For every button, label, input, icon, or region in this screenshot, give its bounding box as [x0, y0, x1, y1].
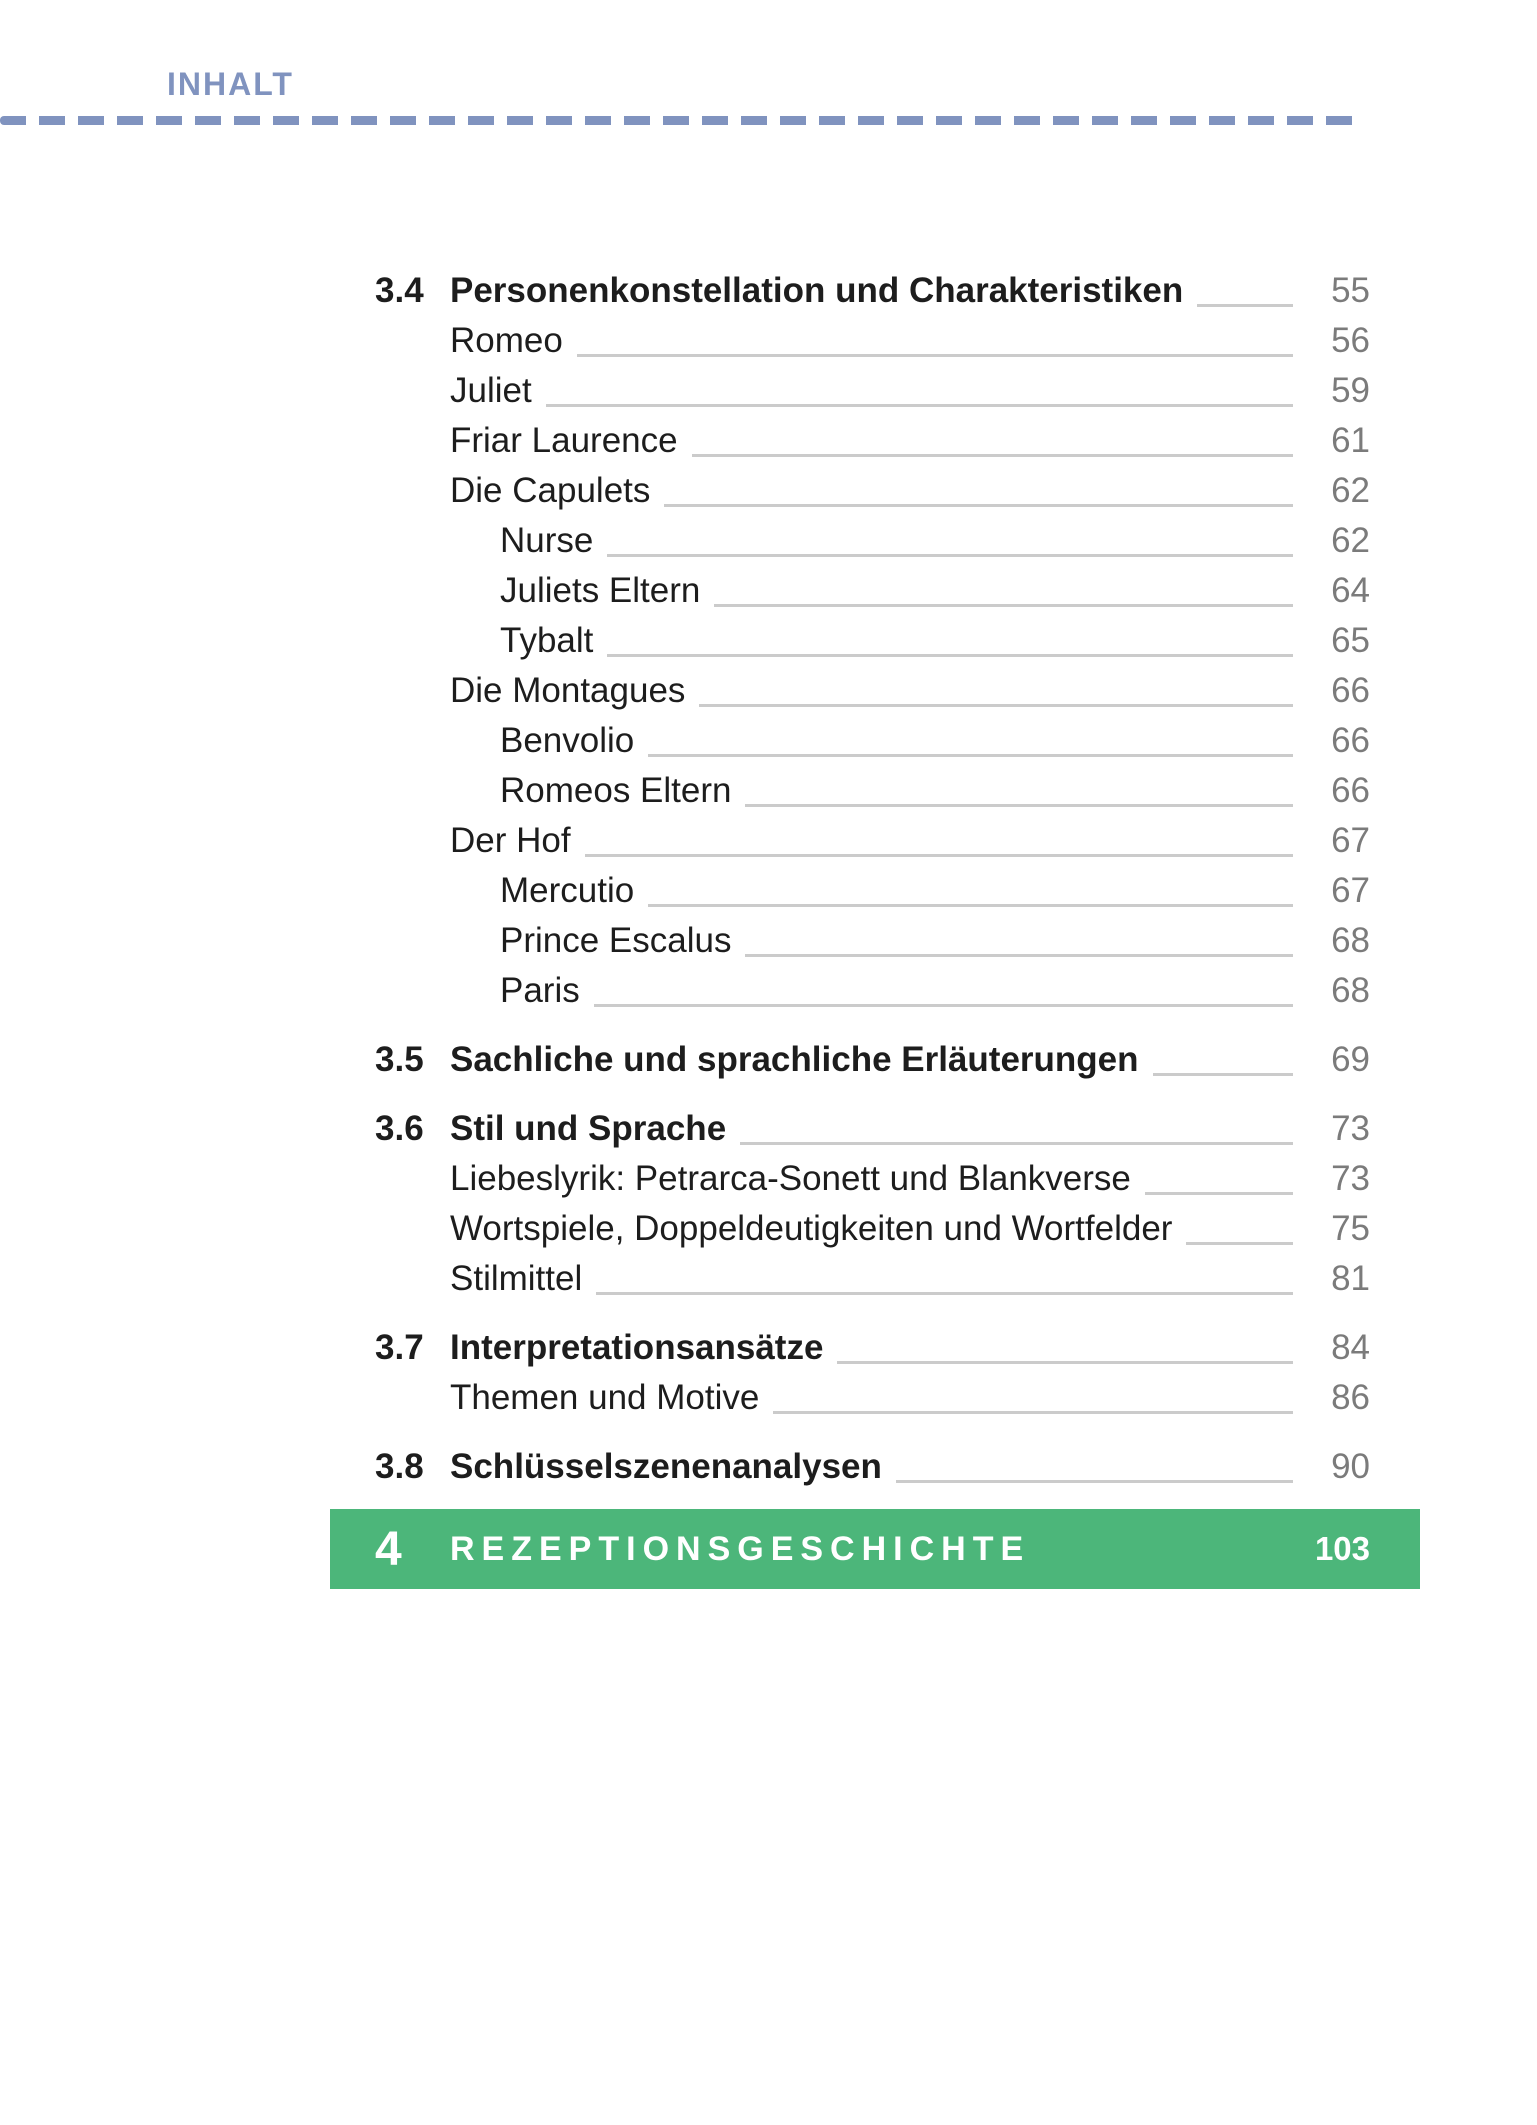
toc-leader-line	[664, 466, 1293, 507]
toc-entry-label: Themen und Motive	[450, 1378, 760, 1417]
toc-leader-line	[1186, 1204, 1293, 1245]
toc-entry	[375, 1254, 1370, 1304]
toc-entry	[375, 516, 1370, 566]
toc-entry-number: 3.6	[375, 1109, 424, 1148]
toc-entry	[375, 966, 1370, 1016]
toc-entry-page: 66	[1331, 771, 1370, 810]
toc-entry	[375, 1154, 1370, 1204]
toc-entry	[375, 816, 1370, 866]
toc-entry	[375, 266, 1370, 316]
toc-entry-page: 55	[1331, 271, 1370, 310]
toc-entry	[375, 666, 1370, 716]
toc-entry	[375, 616, 1370, 666]
toc-leader-line	[745, 916, 1293, 957]
toc-leader-line	[607, 516, 1293, 557]
chapter-banner	[330, 1509, 1420, 1589]
toc-entry	[375, 416, 1370, 466]
toc-entry-label: Paris	[500, 971, 580, 1010]
chapter-page-number: 103	[1314, 1530, 1370, 1567]
toc-entry-label: Stil und Sprache	[450, 1109, 727, 1148]
toc-leader-line	[699, 666, 1293, 707]
toc-leader-line	[1153, 1035, 1293, 1076]
toc-entry-page: 69	[1331, 1040, 1370, 1079]
dashed-divider	[0, 116, 1365, 125]
toc-entry-label: Benvolio	[500, 721, 635, 760]
toc-entry	[375, 1104, 1370, 1154]
toc-leader-line	[585, 816, 1293, 857]
toc-entry-page: 68	[1331, 971, 1370, 1010]
toc-entry-number: 3.4	[375, 271, 424, 310]
toc-leader-line	[607, 616, 1293, 657]
toc-entry-page: 67	[1331, 871, 1370, 910]
toc-entry-label: Friar Laurence	[450, 421, 678, 460]
toc-leader-line	[577, 316, 1293, 357]
toc-entry-page: 73	[1331, 1109, 1370, 1148]
toc-entry	[375, 716, 1370, 766]
toc-entry-page: 90	[1331, 1447, 1370, 1486]
toc-entry-page: 62	[1331, 471, 1370, 510]
toc-leader-line	[1197, 266, 1293, 307]
toc-entry-label: Wortspiele, Doppeldeutigkeiten und Wortfelder	[450, 1209, 1173, 1248]
chapter-title: REZEPTIONSGESCHICHTE	[450, 1529, 1031, 1568]
toc-entry	[375, 366, 1370, 416]
toc-entry	[375, 1323, 1370, 1373]
toc-leader-line	[692, 416, 1293, 457]
toc-entry-label: Sachliche und sprachliche Erläuterungen	[450, 1040, 1139, 1079]
toc-entry-page: 61	[1331, 421, 1370, 460]
chapter-number: 4	[375, 1522, 402, 1576]
toc-entry	[375, 866, 1370, 916]
toc-entry-page: 68	[1331, 921, 1370, 960]
toc-leader-line	[648, 716, 1293, 757]
toc-entry-number: 3.7	[375, 1328, 424, 1367]
toc-entry-page: 73	[1331, 1159, 1370, 1198]
toc-entry-label: Schlüsselszenenanalysen	[450, 1447, 882, 1486]
toc-entry	[375, 916, 1370, 966]
toc-leader-line	[745, 766, 1293, 807]
toc-entry	[375, 1373, 1370, 1423]
toc-entry-label: Der Hof	[450, 821, 571, 860]
toc-entry-label: Stilmittel	[450, 1259, 583, 1298]
toc-entry-page: 59	[1331, 371, 1370, 410]
toc-entry-page: 86	[1331, 1378, 1370, 1417]
toc-entry-page: 81	[1331, 1259, 1370, 1298]
toc-entry	[375, 766, 1370, 816]
toc-entry-label: Romeo	[450, 321, 563, 360]
toc-leader-line	[1145, 1154, 1293, 1195]
toc-entry-page: 66	[1331, 671, 1370, 710]
toc-entry-page: 66	[1331, 721, 1370, 760]
toc-entry-page: 62	[1331, 521, 1370, 560]
toc-entry-number: 3.8	[375, 1447, 424, 1486]
toc-entry	[375, 1442, 1370, 1492]
toc-entry-page: 65	[1331, 621, 1370, 660]
toc-entry-page: 64	[1331, 571, 1370, 610]
toc-entry-page: 84	[1331, 1328, 1370, 1367]
toc-leader-line	[596, 1254, 1293, 1295]
toc-entry-label: Tybalt	[500, 621, 594, 660]
toc-entry-label: Interpretationsansätze	[450, 1328, 824, 1367]
page-header-label: INHALT	[167, 66, 294, 102]
toc-leader-line	[773, 1373, 1293, 1414]
toc-entry	[375, 566, 1370, 616]
toc-entry	[375, 1035, 1370, 1085]
toc-leader-line	[837, 1323, 1293, 1364]
toc-leader-line	[714, 566, 1293, 607]
toc-entry-page: 56	[1331, 321, 1370, 360]
toc-entry-label: Juliet	[450, 371, 532, 410]
toc-entry-number: 3.5	[375, 1040, 424, 1079]
toc-entry	[375, 316, 1370, 366]
toc-entry-page: 67	[1331, 821, 1370, 860]
toc-entry-label: Mercutio	[500, 871, 635, 910]
toc-entry	[375, 1204, 1370, 1254]
toc-entry	[375, 466, 1370, 516]
toc-entry-label: Personenkonstellation und Charakteristiken	[450, 271, 1184, 310]
toc-leader-line	[896, 1442, 1293, 1483]
toc-leader-line	[648, 866, 1293, 907]
toc-entry-label: Die Capulets	[450, 471, 651, 510]
toc-entry-label: Die Montagues	[450, 671, 686, 710]
toc-leader-line	[740, 1104, 1293, 1145]
toc-leader-line	[546, 366, 1293, 407]
toc-entry-label: Liebeslyrik: Petrarca-Sonett und Blankverse	[450, 1159, 1131, 1198]
toc-entry-label: Prince Escalus	[500, 921, 732, 960]
toc-entry-label: Romeos Eltern	[500, 771, 732, 810]
toc-entry-label: Nurse	[500, 521, 594, 560]
toc-entry-page: 75	[1331, 1209, 1370, 1248]
toc-leader-line	[594, 966, 1293, 1007]
table-of-contents	[375, 266, 1370, 1492]
toc-entry-label: Juliets Eltern	[500, 571, 701, 610]
